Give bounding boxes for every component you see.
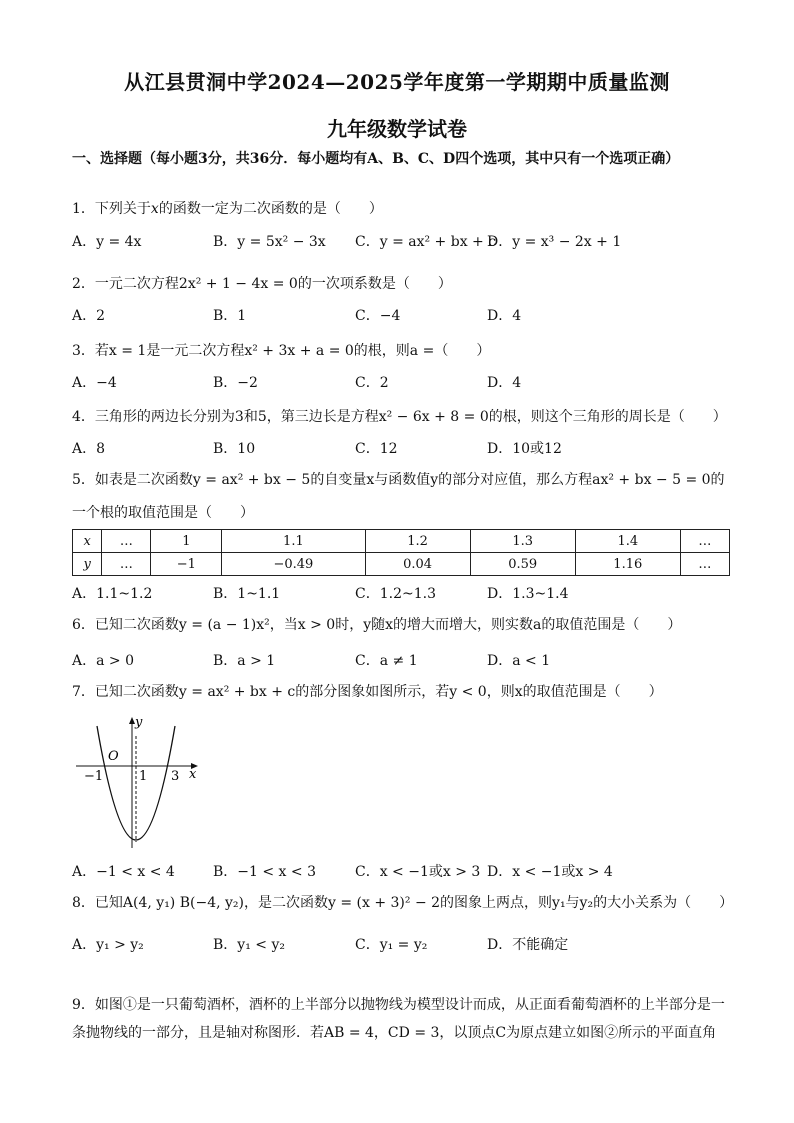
question-1-post: 的函数一定为二次函数的是（ ） [158,201,383,217]
table-cell: 1.2 [365,530,470,553]
question-7: 7．已知二次函数y = ax² + bx + c的部分图象如图所示，若y < 0，则x的取值范围是（ ） [72,684,663,700]
option-a[interactable]: A．y = 4x [72,234,142,250]
table-cell: y [73,553,102,576]
value-table [72,529,730,576]
table-cell: 1 [151,530,222,553]
option-c[interactable]: C．a ≠ 1 [355,653,418,669]
question-8-options [72,934,732,954]
question-5: 5．如表是二次函数y = ax² + bx − 5的自变量x与函数值y的部分对应值，那么方程ax² + bx − 5 = 0的一个根的取值范围是（ ） [72,472,725,521]
option-b[interactable]: B．−1 < x < 3 [213,864,316,880]
option-a[interactable]: A．1.1~1.2 [72,586,153,602]
option-b[interactable]: B．1 [213,308,247,324]
option-a[interactable]: A．y₁ > y₂ [72,937,144,953]
table-cell: 1.1 [222,530,365,553]
tick-label-3: 3 [171,769,180,784]
question-2-options [72,305,732,325]
option-a[interactable]: A．8 [72,441,106,457]
option-b[interactable]: B．10 [213,441,256,457]
table-cell: 0.59 [470,553,575,576]
question-2: 2．一元二次方程2x² + 1 − 4x = 0的一次项系数是（ ） [72,276,452,292]
option-c[interactable]: C．−4 [355,308,401,324]
question-1-var: x [150,201,159,217]
table-row-y [73,553,730,576]
x-axis-label: x [189,767,197,782]
option-b[interactable]: B．1~1.1 [213,586,281,602]
option-d[interactable]: D．10或12 [487,441,562,457]
table-cell: −0.49 [222,553,365,576]
table-cell: … [680,553,729,576]
question-1-pre: 1．下列关于 [72,201,151,217]
question-4: 4．三角形的两边长分别为3和5，第三边长是方程x² − 6x + 8 = 0的根，则这个三角形的周长是（ ） [72,409,727,425]
question-4-options [72,438,732,458]
table-cell: x [73,530,102,553]
option-d[interactable]: D．a < 1 [487,653,551,669]
question-1-options [72,231,732,251]
table-cell: 1.4 [575,530,680,553]
option-a[interactable]: A．2 [72,308,106,324]
question-6-options [72,650,732,670]
table-cell: 1.16 [575,553,680,576]
section-heading: 一、选择题（每小题3分，共36分．每小题均有A、B、C、D四个选项，其中只有一个选项正确） [72,151,680,167]
option-d[interactable]: D．4 [487,375,522,391]
option-b[interactable]: B．−2 [213,375,258,391]
tick-label-1: 1 [139,769,148,784]
question-3-options [72,372,732,392]
table-cell: −1 [151,553,222,576]
origin-label: O [108,749,119,764]
option-a[interactable]: A．−4 [72,375,117,391]
option-a[interactable]: A．a > 0 [72,653,134,669]
question-6: 6．已知二次函数y = (a − 1)x²，当x > 0时，y随x的增大而增大，则实数a的取值范围是（ ） [72,617,682,633]
question-5-options [72,583,732,603]
table-row-x [73,530,730,553]
option-b[interactable]: B．a > 1 [213,653,276,669]
option-b[interactable]: B．y = 5x² − 3x [213,234,326,250]
exam-title: 从江县贯洞中学2024—2025学年度第一学期期中质量监测 [124,70,670,94]
option-d[interactable]: D．y = x³ − 2x + 1 [487,234,622,250]
table-cell: 1.3 [470,530,575,553]
table-cell: … [102,553,151,576]
question-9: 9．如图①是一只葡萄酒杯，酒杯的上半部分以抛物线为模型设计而成，从正面看葡萄酒杯的上半部分是一条抛物线的一部分，且是轴对称图形．若AB = 4，CD = 3，以顶点C为原点建立如图②所示的平面直角 [72,997,725,1041]
option-d[interactable]: D．不能确定 [487,937,569,953]
table-cell: 0.04 [365,553,470,576]
option-c[interactable]: C．12 [355,441,398,457]
question-1 [72,199,732,219]
question-7-options [72,861,732,881]
option-a[interactable]: A．−1 < x < 4 [72,864,175,880]
option-b[interactable]: B．y₁ < y₂ [213,937,285,953]
table-cell: … [680,530,729,553]
option-c[interactable]: C．x < −1或x > 3 [355,864,481,880]
question-8: 8．已知A(4, y₁) B(−4, y₂)，是二次函数y = (x + 3)² − 2的图象上两点，则y₁与y₂的大小关系为（ ） [72,895,734,911]
y-axis-label: y [135,715,143,730]
option-c[interactable]: C．y = ax² + bx + c [355,234,497,250]
table-cell: … [102,530,151,553]
option-d[interactable]: D．1.3~1.4 [487,586,569,602]
parabola-graph [70,714,210,850]
tick-label-neg1: −1 [84,769,104,784]
option-c[interactable]: C．1.2~1.3 [355,586,436,602]
question-3: 3．若x = 1是一元二次方程x² + 3x + a = 0的根，则a =（ ） [72,343,491,359]
exam-subtitle: 九年级数学试卷 [327,117,467,141]
option-c[interactable]: C．y₁ = y₂ [355,937,428,953]
option-d[interactable]: D．4 [487,308,522,324]
option-d[interactable]: D．x < −1或x > 4 [487,864,613,880]
option-c[interactable]: C．2 [355,375,389,391]
